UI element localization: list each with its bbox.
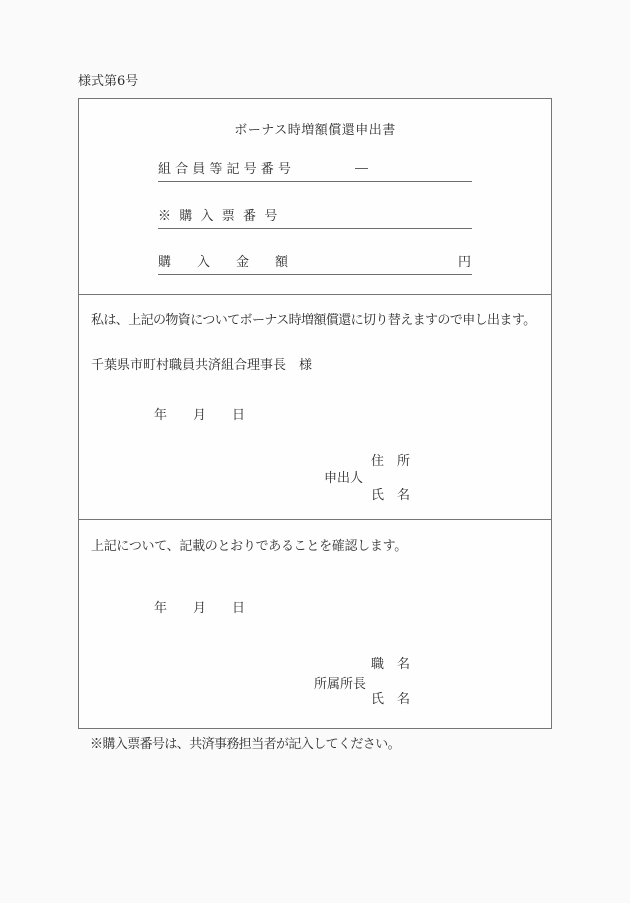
confirmation-statement: 上記について、記載のとおりであることを確認します。	[91, 539, 407, 554]
applicant-name-label: 氏 名	[371, 488, 411, 503]
member-code-separator-dash: ―	[355, 160, 368, 176]
yen-unit-label: 円	[457, 254, 471, 270]
form-number: 様式第6号	[78, 74, 139, 89]
applicant-role-label: 申出人	[324, 471, 364, 486]
form-border-box	[78, 98, 552, 729]
application-date-line: 年 月 日	[154, 408, 246, 423]
office-head-title-label: 職 名	[371, 657, 411, 672]
field-member-code	[158, 160, 472, 182]
office-head-name-label: 氏 名	[371, 692, 411, 707]
office-head-role-label: 所属所長	[314, 677, 367, 692]
application-statement: 私は、上記の物資についてボーナス時増額償還に切り替えますので申し出ます。	[91, 313, 536, 328]
field-purchase-ticket-number	[158, 207, 472, 229]
field-purchase-amount-label: 購 入 金 額	[158, 254, 289, 270]
field-member-code-label: 組 合 員 等 記 号 番 号	[158, 161, 291, 177]
applicant-address-label: 住 所	[371, 454, 411, 469]
field-purchase-ticket-label: ※ 購 入 票 番 号	[158, 208, 278, 224]
form-title: ボーナス時増額償還申出書	[234, 123, 396, 138]
field-purchase-amount	[158, 253, 472, 275]
addressee-line: 千葉県市町村職員共済組合理事長 様	[91, 358, 313, 373]
section-divider-2	[79, 519, 551, 520]
section-divider-1	[79, 294, 551, 295]
footnote: ※購入票番号は、共済事務担当者が記入してください。	[90, 737, 401, 752]
confirmation-date-line: 年 月 日	[154, 601, 246, 616]
